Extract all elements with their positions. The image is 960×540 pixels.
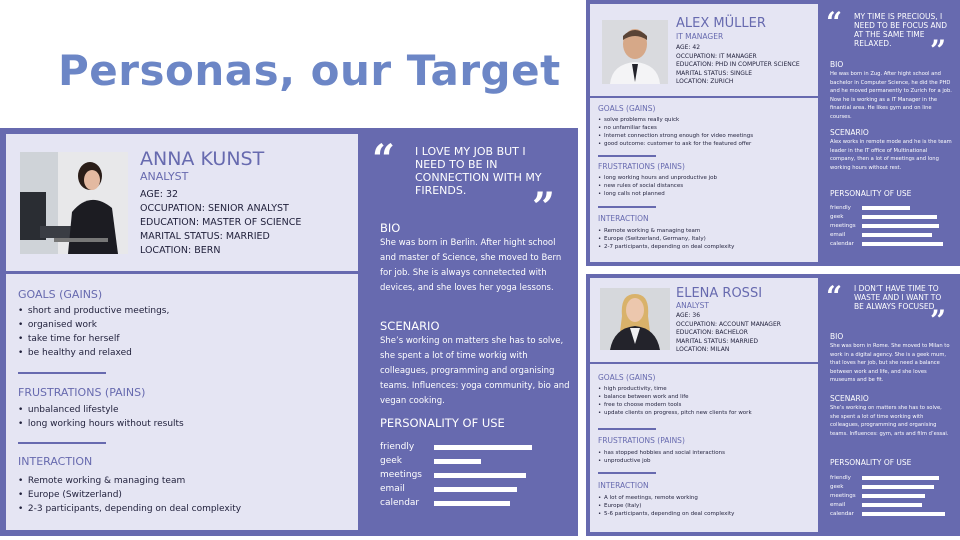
occupation-value: ACCOUNT MANAGER bbox=[718, 320, 781, 328]
occupation-label: OCCUPATION: bbox=[676, 52, 718, 60]
slide-title: Personas, our Target bbox=[58, 46, 561, 95]
section-divider bbox=[18, 442, 106, 444]
location-label: LOCATION: bbox=[676, 346, 709, 353]
trait-row bbox=[830, 509, 950, 518]
bio-heading: BIO bbox=[830, 332, 844, 341]
trait-row bbox=[830, 239, 950, 248]
trait-bar bbox=[862, 485, 950, 489]
frustrations-list bbox=[18, 403, 184, 431]
marital-label: MARITAL STATUS: bbox=[140, 231, 223, 242]
marital-value: SINGLE bbox=[730, 69, 753, 77]
education-label: EDUCATION: bbox=[676, 329, 714, 336]
trait-bar bbox=[434, 459, 560, 464]
trait-label: geek bbox=[380, 456, 402, 466]
occupation-label: OCCUPATION: bbox=[140, 203, 205, 214]
trait-bar-fill bbox=[434, 473, 526, 478]
trait-bar-fill bbox=[862, 215, 937, 219]
list-item: • good outcome: customer to ask for the featured offer bbox=[598, 140, 753, 148]
list-item: • unbalanced lifestyle bbox=[18, 403, 184, 417]
trait-bar-fill bbox=[862, 206, 910, 210]
trait-row bbox=[830, 492, 950, 501]
scenario-heading: SCENARIO bbox=[380, 319, 440, 333]
list-item: • be healthy and relaxed bbox=[18, 346, 169, 360]
trait-bar bbox=[862, 224, 950, 228]
trait-label: email bbox=[830, 501, 846, 508]
list-item: • 5-6 participants, depending on deal complexity bbox=[598, 510, 734, 518]
occupation-label: OCCUPATION: bbox=[676, 320, 718, 328]
list-item: • new rules of social distances bbox=[598, 182, 717, 190]
list-item: • has stopped hobbies and social interactions bbox=[598, 449, 725, 457]
persona-quote: I DON’T HAVE TIME TO WASTE AND I WANT TO BE ALWAYS FOCUSED bbox=[854, 284, 942, 311]
age-label: AGE: bbox=[676, 312, 691, 319]
section-divider bbox=[6, 271, 358, 274]
list-item: • Europe (Switzerland) bbox=[18, 488, 241, 502]
personality-bars bbox=[830, 204, 950, 248]
persona-quote: MY TIME IS PRECIOUS, I NEED TO BE FOCUS AND AT THE SAME TIME RELAXED. bbox=[854, 12, 947, 48]
location-label: LOCATION: bbox=[140, 245, 192, 256]
location-value: BERN bbox=[194, 245, 221, 256]
trait-bar bbox=[862, 503, 950, 507]
trait-row bbox=[830, 500, 950, 509]
education-label: EDUCATION: bbox=[676, 61, 714, 68]
trait-bar-fill bbox=[862, 512, 945, 516]
section-divider bbox=[590, 362, 818, 364]
trait-bar bbox=[862, 215, 950, 219]
location-value: MILAN bbox=[710, 346, 730, 353]
trait-bar bbox=[434, 501, 560, 506]
list-item: • high productivity, time bbox=[598, 385, 752, 393]
interaction-list bbox=[598, 494, 734, 518]
age-label: AGE: bbox=[140, 189, 163, 200]
marital-value: MARRIED bbox=[730, 337, 759, 345]
trait-row bbox=[380, 440, 560, 454]
frustrations-list bbox=[598, 449, 725, 465]
marital-label: MARITAL STATUS: bbox=[676, 69, 729, 77]
trait-bar-fill bbox=[434, 459, 481, 464]
trait-bar-fill bbox=[862, 476, 939, 480]
open-quote-icon: “ bbox=[826, 6, 843, 39]
persona-card-elena bbox=[586, 274, 960, 536]
scenario-text: She’s working on matters she has to solve, she spent a lot of time workig with colleagues, programming and organising teams. Influences: yoga community, bio and vegan cooking. bbox=[380, 336, 570, 406]
trait-label: meetings bbox=[380, 470, 422, 480]
trait-label: meetings bbox=[830, 222, 856, 229]
trait-bar bbox=[434, 487, 560, 492]
trait-bar-fill bbox=[862, 503, 922, 507]
trait-bar-fill bbox=[862, 224, 939, 228]
trait-bar bbox=[862, 206, 950, 210]
close-quote-icon: ” bbox=[532, 184, 556, 231]
personality-heading: PERSONALITY OF USE bbox=[380, 416, 505, 430]
goals-list bbox=[18, 304, 169, 360]
trait-bar-fill bbox=[434, 445, 532, 450]
bio-heading: BIO bbox=[380, 221, 401, 235]
trait-bar-fill bbox=[862, 242, 943, 246]
trait-row bbox=[380, 454, 560, 468]
age-value: 32 bbox=[165, 189, 179, 200]
interaction-list bbox=[598, 227, 734, 251]
persona-role: IT MANAGER bbox=[676, 32, 724, 41]
list-item: • Europe (Switzerland, Germany, Italy) bbox=[598, 235, 734, 243]
avatar bbox=[602, 20, 668, 84]
personality-bars bbox=[830, 474, 950, 518]
trait-label: calendar bbox=[830, 510, 854, 517]
bio-text: She was born in Berlin. After hight school and master of Science, she moved to Bern for job. She is always connetected with devices, and she loves her yoga lessons. bbox=[380, 238, 562, 293]
persona-card-alex bbox=[586, 0, 960, 266]
list-item: • 2-3 participants, depending on deal complexity bbox=[18, 502, 241, 516]
persona-name: ALEX MÜLLER bbox=[676, 16, 766, 31]
trait-row bbox=[830, 474, 950, 483]
trait-bar bbox=[862, 233, 950, 237]
persona-attributes bbox=[676, 44, 800, 87]
list-item: • long calls not planned bbox=[598, 190, 717, 198]
trait-row bbox=[830, 483, 950, 492]
occupation-value: IT MANAGER bbox=[718, 52, 757, 60]
avatar bbox=[600, 288, 670, 350]
trait-row bbox=[830, 213, 950, 222]
list-item: • 2-7 participants, depending on deal complexity bbox=[598, 243, 734, 251]
trait-bar-fill bbox=[862, 494, 925, 498]
frustrations-heading: FRUSTRATIONS (PAINS) bbox=[18, 386, 146, 399]
trait-bar bbox=[862, 494, 950, 498]
bio-heading: BIO bbox=[830, 60, 844, 69]
trait-label: friendly bbox=[380, 442, 415, 452]
education-value: BACHELOR bbox=[715, 329, 748, 336]
persona-quote: I LOVE MY JOB BUT I NEED TO BE IN CONNECTION WITH MY FIRENDS. bbox=[415, 145, 542, 197]
trait-label: geek bbox=[830, 484, 844, 491]
trait-bar-fill bbox=[434, 501, 510, 506]
list-item: • Remote working & managing team bbox=[18, 474, 241, 488]
list-item: • balance between work and life bbox=[598, 393, 752, 401]
age-value: 36 bbox=[692, 312, 701, 319]
persona-role: ANALYST bbox=[140, 170, 189, 183]
personality-heading: PERSONALITY OF USE bbox=[830, 189, 912, 198]
scenario-text: Alex works in remote mode and he is the team leader in the IT office of Multinational company, then a lot of meetings and long working hours without rest. bbox=[830, 139, 952, 171]
education-label: EDUCATION: bbox=[140, 217, 200, 228]
trait-row bbox=[380, 468, 560, 482]
trait-bar bbox=[862, 476, 950, 480]
scenario-heading: SCENARIO bbox=[830, 128, 869, 137]
section-divider bbox=[598, 472, 656, 474]
frustrations-list bbox=[598, 174, 717, 198]
list-item: • Remote working & managing team bbox=[598, 227, 734, 235]
interaction-list bbox=[18, 474, 241, 516]
trait-label: email bbox=[830, 231, 846, 238]
age-value: 42 bbox=[692, 44, 701, 51]
trait-label: friendly bbox=[830, 475, 851, 482]
trait-label: email bbox=[380, 484, 405, 494]
trait-row bbox=[830, 204, 950, 213]
section-divider bbox=[598, 155, 656, 157]
open-quote-icon: “ bbox=[826, 280, 843, 313]
trait-bar-fill bbox=[434, 487, 517, 492]
list-item: • take time for herself bbox=[18, 332, 169, 346]
list-item: • no unfamiliar faces bbox=[598, 124, 753, 132]
list-item: • Europe (Italy) bbox=[598, 502, 734, 510]
section-divider bbox=[598, 206, 656, 208]
trait-row bbox=[380, 496, 560, 510]
frustrations-heading: FRUSTRATIONS (PAINS) bbox=[598, 162, 685, 171]
interaction-heading: INTERACTION bbox=[598, 481, 649, 490]
close-quote-icon: ” bbox=[930, 34, 947, 67]
list-item: • unproductive job bbox=[598, 457, 725, 465]
persona-attributes bbox=[676, 312, 781, 355]
trait-bar-fill bbox=[862, 485, 934, 489]
list-item: • A lot of meetings, remote working bbox=[598, 494, 734, 502]
goals-heading: GOALS (GAINS) bbox=[18, 288, 103, 301]
location-value: ZURICH bbox=[710, 78, 734, 85]
list-item: • solve problems really quick bbox=[598, 116, 753, 124]
personality-bars bbox=[380, 440, 560, 510]
goals-list bbox=[598, 385, 752, 417]
section-divider bbox=[598, 428, 656, 430]
bio-text: He was born in Zug. After hight school and bachelor in Computer Science, he did the PHD and he moved permanently to Zurich for a job. Now he is working as a IT Manager in the finantial area. He likes gym and on line courses. bbox=[830, 71, 952, 120]
trait-bar-fill bbox=[862, 233, 932, 237]
interaction-heading: INTERACTION bbox=[18, 455, 93, 468]
persona-attributes bbox=[140, 188, 301, 258]
personality-heading: PERSONALITY OF USE bbox=[830, 458, 912, 467]
scenario-text: She’s working on matters she has to solve, she spent a lot of time working with colleagues, programming and organising teams. Influences: gym, arts and film d’essai. bbox=[830, 405, 949, 437]
trait-label: calendar bbox=[380, 498, 420, 508]
trait-label: geek bbox=[830, 214, 844, 221]
scenario-heading: SCENARIO bbox=[830, 394, 869, 403]
education-value: MASTER OF SCIENCE bbox=[202, 217, 302, 228]
goals-heading: GOALS (GAINS) bbox=[598, 373, 656, 382]
bio-text: She was born in Rome. She moved to Milan to work in a digital agency. She is a geek mum, that loves her job, but she need a balance between work and life, and she loves museums and be fit. bbox=[830, 343, 950, 384]
location-label: LOCATION: bbox=[676, 78, 709, 85]
trait-label: friendly bbox=[830, 205, 851, 212]
persona-name: ANNA KUNST bbox=[140, 148, 265, 170]
avatar bbox=[20, 152, 128, 254]
trait-label: meetings bbox=[830, 492, 856, 499]
goals-list bbox=[598, 116, 753, 148]
trait-bar bbox=[434, 445, 560, 450]
list-item: • free to choose modern tools bbox=[598, 401, 752, 409]
trait-row bbox=[830, 230, 950, 239]
age-label: AGE: bbox=[676, 44, 691, 51]
list-item: • update clients on progress, pitch new clients for work bbox=[598, 409, 752, 417]
education-value: PHD IN COMPUTER SCIENCE bbox=[715, 61, 800, 68]
persona-name: ELENA ROSSI bbox=[676, 286, 763, 301]
list-item: • short and productive meetings, bbox=[18, 304, 169, 318]
marital-label: MARITAL STATUS: bbox=[676, 337, 729, 345]
persona-card-anna bbox=[0, 128, 578, 536]
trait-bar bbox=[862, 512, 950, 516]
goals-heading: GOALS (GAINS) bbox=[598, 104, 656, 113]
occupation-value: SENIOR ANALYST bbox=[208, 203, 289, 214]
trait-label: calendar bbox=[830, 240, 854, 247]
trait-bar bbox=[434, 473, 560, 478]
trait-row bbox=[830, 222, 950, 231]
close-quote-icon: ” bbox=[930, 304, 947, 337]
section-divider bbox=[590, 96, 818, 98]
trait-bar bbox=[862, 242, 950, 246]
persona-role: ANALYST bbox=[676, 301, 709, 310]
list-item: • Internet connection strong enough for video meetings bbox=[598, 132, 753, 140]
interaction-heading: INTERACTION bbox=[598, 214, 649, 223]
list-item: • organised work bbox=[18, 318, 169, 332]
open-quote-icon: “ bbox=[372, 136, 396, 183]
frustrations-heading: FRUSTRATIONS (PAINS) bbox=[598, 436, 685, 445]
list-item: • long working hours without results bbox=[18, 417, 184, 431]
list-item: • long working hours and unproductive job bbox=[598, 174, 717, 182]
marital-value: MARRIED bbox=[225, 231, 270, 242]
trait-row bbox=[380, 482, 560, 496]
section-divider bbox=[18, 372, 106, 374]
